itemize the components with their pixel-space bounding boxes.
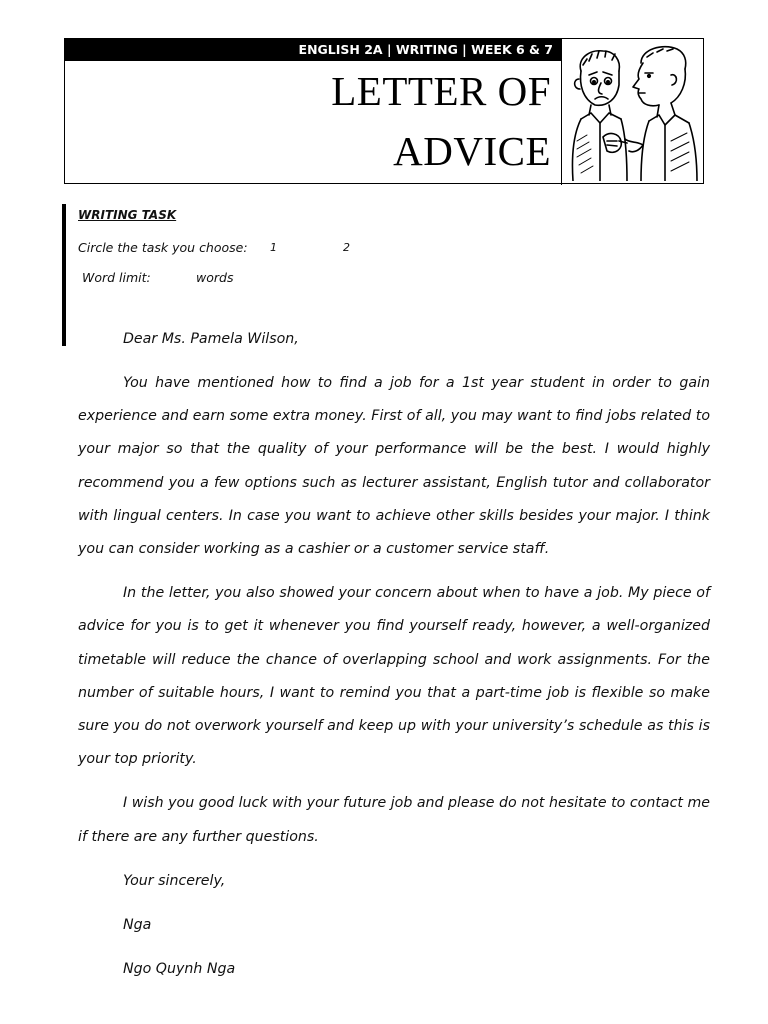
word-limit-label: Word limit: (82, 270, 151, 285)
page-title-line1: LETTER OF (331, 68, 551, 114)
task-side-bar (62, 204, 66, 346)
letter-signature: Nga (123, 916, 152, 933)
advice-cartoon-illustration (567, 41, 699, 181)
letter-body (78, 323, 710, 986)
letter-paragraph-1: You have mentioned how to find a job for a 1st year student in order to gain experience and earn some extra money. First of all, you may want to find jobs related to your major so that the quality of your performance will be the best. I would highly recommend you a few options such as lecturer assistant, English tutor and collaborator with lingual centers. In case you want to achieve other skills besides your major. I think you can consider working as a cashier or a customer service staff. (78, 375, 710, 558)
letter-paragraph-2: In the letter, you also showed your concern about when to have a job. My piece of advice for you is to get it whenever you find yourself ready, however, a well-organized timetable will reduce the chance of overlapping school and work assignments. For the number of suitable hours, I want to remind you that a part-time job is flexible so make sure you do not overwork yourself and keep up with your university’s schedule as this is your top priority. (78, 585, 710, 768)
task-option-2[interactable]: 2 (343, 241, 350, 254)
letter-salutation: Dear Ms. Pamela Wilson, (123, 331, 299, 347)
letter-closing: Your sincerely, (123, 872, 226, 889)
word-limit-unit: words (196, 270, 234, 285)
header-box (64, 38, 704, 184)
task-option-1[interactable]: 1 (270, 241, 277, 254)
header-divider (561, 39, 562, 185)
course-banner: ENGLISH 2A | WRITING | WEEK 6 & 7 (65, 39, 561, 61)
letter-full-name: Ngo Quynh Nga (123, 960, 236, 977)
circle-task-label: Circle the task you choose: (78, 240, 248, 255)
writing-task-heading: WRITING TASK (78, 208, 177, 222)
page-title-line2: ADVICE (393, 128, 551, 174)
letter-paragraph-3: I wish you good luck with your future job and please do not hesitate to contact me if there are any further questions. (78, 795, 710, 845)
